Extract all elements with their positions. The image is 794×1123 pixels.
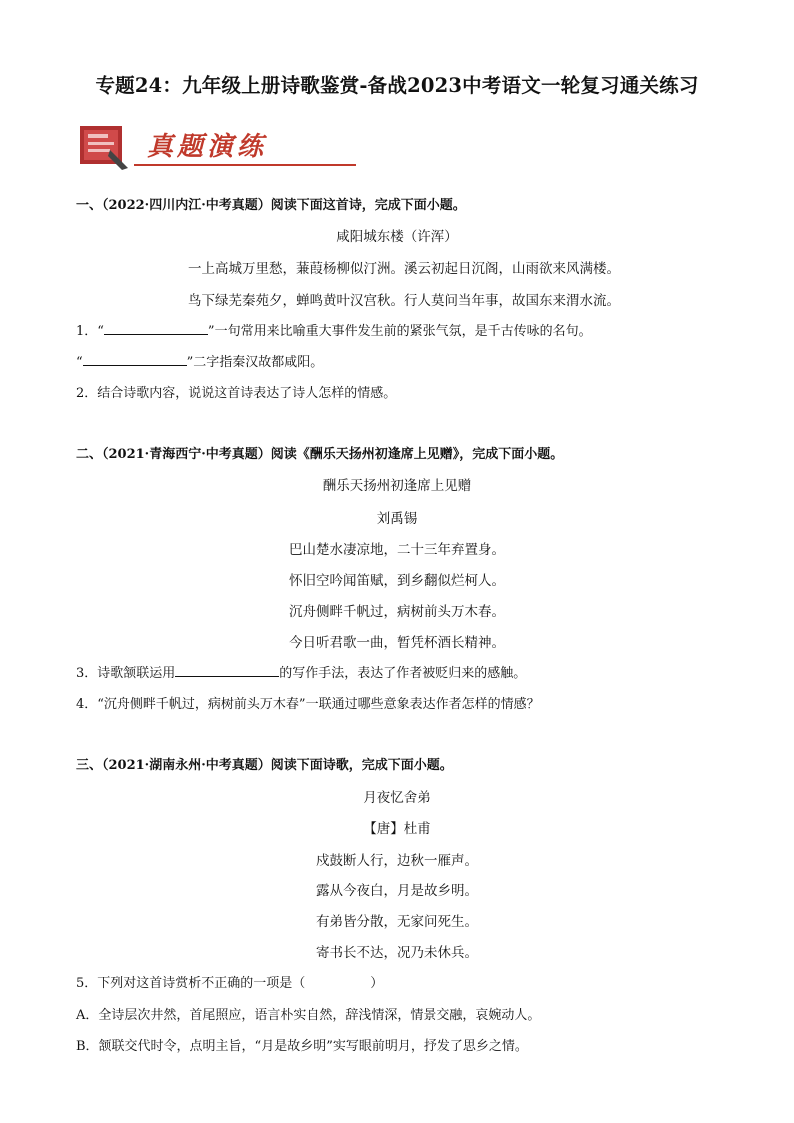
section3-poem-line-2: 露从今夜白，月是故乡明。	[316, 883, 478, 899]
section2-header: 二、（2021·青海西宁·中考真题）阅读《酬乐天扬州初逢席上见赠》，完成下面小题。	[76, 447, 564, 462]
section1-header: 一、（2022·四川内江·中考真题）阅读下面这首诗，完成下面小题。	[76, 198, 466, 213]
question-1-suffix: ”一句常用来比喻重大事件发生前的紧张气氛，是千古传咏的名句。	[207, 324, 592, 339]
section2-poem-line-1: 巴山楚水凄凉地，二十三年弃置身。	[289, 542, 505, 558]
section2-poem-line-2: 怀旧空吟闻笛赋，到乡翻似烂柯人。	[289, 573, 505, 589]
question-3-prefix: 3．诗歌颔联运用	[76, 666, 176, 681]
section3-poem-line-1: 戍鼓断人行，边秋一雁声。	[316, 853, 478, 869]
section1-poem-line-1: 一上高城万里愁，蒹葭杨柳似汀洲。溪云初起日沉阁，山雨欲来风满楼。	[188, 261, 620, 277]
question-1b-prefix: “	[76, 355, 83, 370]
question-3	[76, 662, 526, 681]
page-title: 专题24：九年级上册诗歌鉴赏-备战2023中考语文一轮复习通关练习	[95, 74, 699, 97]
question-3-suffix: 的写作手法，表达了作者被贬归来的感触。	[279, 666, 527, 681]
question-1-prefix: 1．“	[76, 324, 104, 339]
answer-blank-1[interactable]	[104, 322, 208, 335]
section3-poem-title: 月夜忆舍弟	[363, 790, 431, 806]
section1-poem-line-2: 鸟下绿芜秦苑夕，蝉鸣黄叶汉宫秋。行人莫问当年事，故国东来渭水流。	[188, 293, 620, 309]
section3-author: 【唐】杜甫	[363, 821, 431, 837]
section2-poem-line-3: 沉舟侧畔千帆过，病树前头万木春。	[289, 604, 505, 620]
section3-header: 三、（2021·湖南永州·中考真题）阅读下面诗歌，完成下面小题。	[76, 758, 453, 773]
question-4: 4．“沉舟侧畔千帆过，病树前头万木春”一联通过哪些意象表达作者怎样的情感？	[76, 697, 540, 712]
question-1b-suffix: ”二字指秦汉故都咸阳。	[186, 355, 324, 370]
option-a[interactable]: A．全诗层次井然，首尾照应，语言朴实自然，辞浅情深，情景交融，哀婉动人。	[76, 1008, 541, 1023]
section3-poem-line-3: 有弟皆分散，无家问死生。	[316, 914, 478, 930]
section3-poem-line-4: 寄书长不达，况乃未休兵。	[316, 945, 478, 961]
book-icon	[72, 120, 134, 170]
question-1	[76, 320, 592, 339]
section2-poem-line-4: 今日听君歌一曲，暂凭杯酒长精神。	[289, 635, 505, 651]
answer-blank-3[interactable]	[175, 664, 279, 677]
option-b[interactable]: B．颔联交代时令，点明主旨，“月是故乡明”实写眼前明月，抒发了思乡之情。	[76, 1039, 528, 1054]
question-5: 5．下列对这首诗赏析不正确的一项是（ ）	[76, 976, 384, 991]
banner-underline	[134, 164, 356, 166]
section1-poem-title: 咸阳城东楼（许浑）	[336, 229, 458, 245]
banner-label: 真题演练	[147, 132, 268, 162]
question-2: 2．结合诗歌内容，说说这首诗表达了诗人怎样的情感。	[76, 386, 397, 401]
section2-author: 刘禹锡	[376, 511, 418, 527]
answer-blank-1b[interactable]	[83, 353, 187, 366]
section2-poem-title: 酬乐天扬州初逢席上见赠	[322, 478, 472, 494]
question-1b	[76, 351, 323, 370]
section-banner	[72, 120, 287, 172]
